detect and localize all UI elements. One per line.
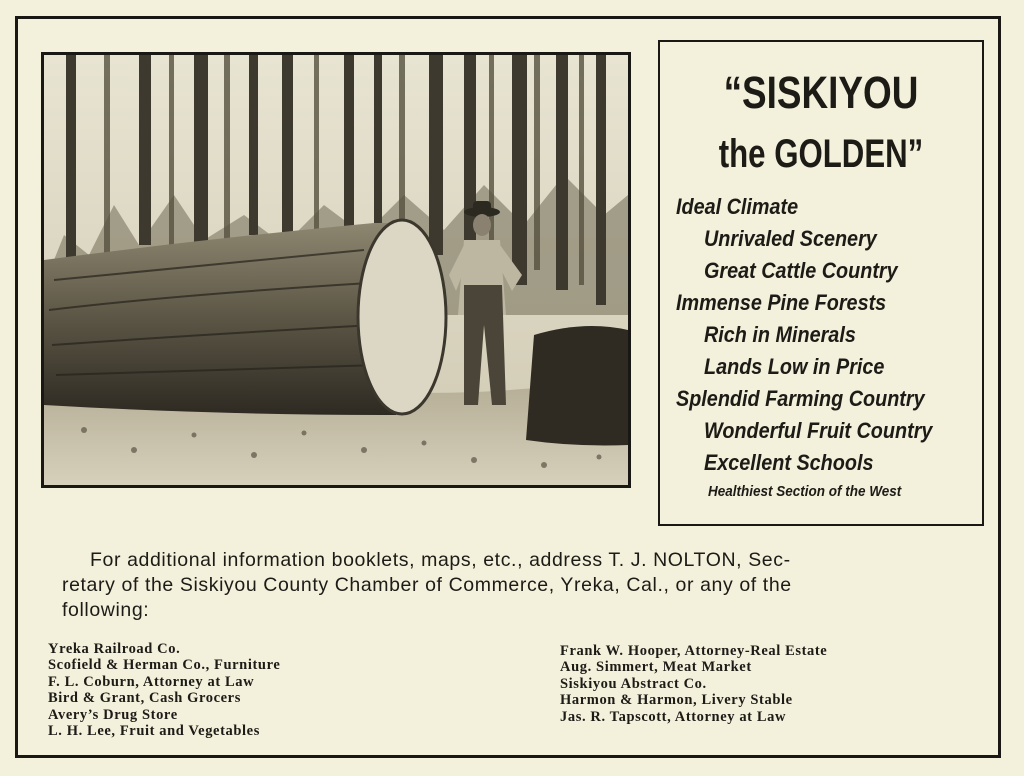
listing-left: Bird & Grant, Cash Grocers: [48, 690, 241, 706]
feature-item: Lands Low in Price: [704, 354, 885, 379]
listing-left: Avery’s Drug Store: [48, 707, 178, 723]
listing-right: Harmon & Harmon, Livery Stable: [560, 692, 793, 708]
feature-item: Ideal Climate: [676, 194, 799, 219]
listing-left: Yreka Railroad Co.: [48, 641, 181, 657]
feature-item: Wonderful Fruit Country: [704, 418, 933, 443]
logging-photo: [41, 52, 631, 488]
listing-right: Aug. Simmert, Meat Market: [560, 659, 752, 675]
listing-right: Frank W. Hooper, Attorney-Real Estate: [560, 643, 828, 659]
feature-item: Unrivaled Scenery: [704, 226, 877, 251]
feature-item: Splendid Farming Country: [676, 386, 925, 411]
contact-line: retary of the Siskiyou County Chamber of Commerce, Yreka, Cal., or any of the: [62, 574, 792, 596]
headline-line-2: the GOLDEN”: [718, 132, 924, 176]
listing-left: F. L. Coburn, Attorney at Law: [48, 674, 255, 690]
headline-line-1: “SISKIYOU: [723, 67, 919, 118]
logging-photo-illustration: [44, 55, 628, 485]
feature-item: Great Cattle Country: [704, 258, 898, 283]
listing-left: L. H. Lee, Fruit and Vegetables: [48, 723, 260, 739]
contact-line: following:: [62, 599, 150, 621]
feature-item: Healthiest Section of the West: [708, 483, 902, 500]
listing-right: Siskiyou Abstract Co.: [560, 676, 707, 692]
listing-left: Scofield & Herman Co., Furniture: [48, 657, 281, 673]
contact-line: For additional information booklets, maps, etc., address T. J. NOLTON, Sec-: [90, 549, 791, 571]
feature-item: Excellent Schools: [704, 450, 874, 475]
feature-item: Immense Pine Forests: [676, 290, 887, 315]
contact-paragraph: [62, 548, 978, 623]
listing-right: Jas. R. Tapscott, Attorney at Law: [560, 709, 787, 725]
feature-item: Rich in Minerals: [704, 322, 856, 347]
